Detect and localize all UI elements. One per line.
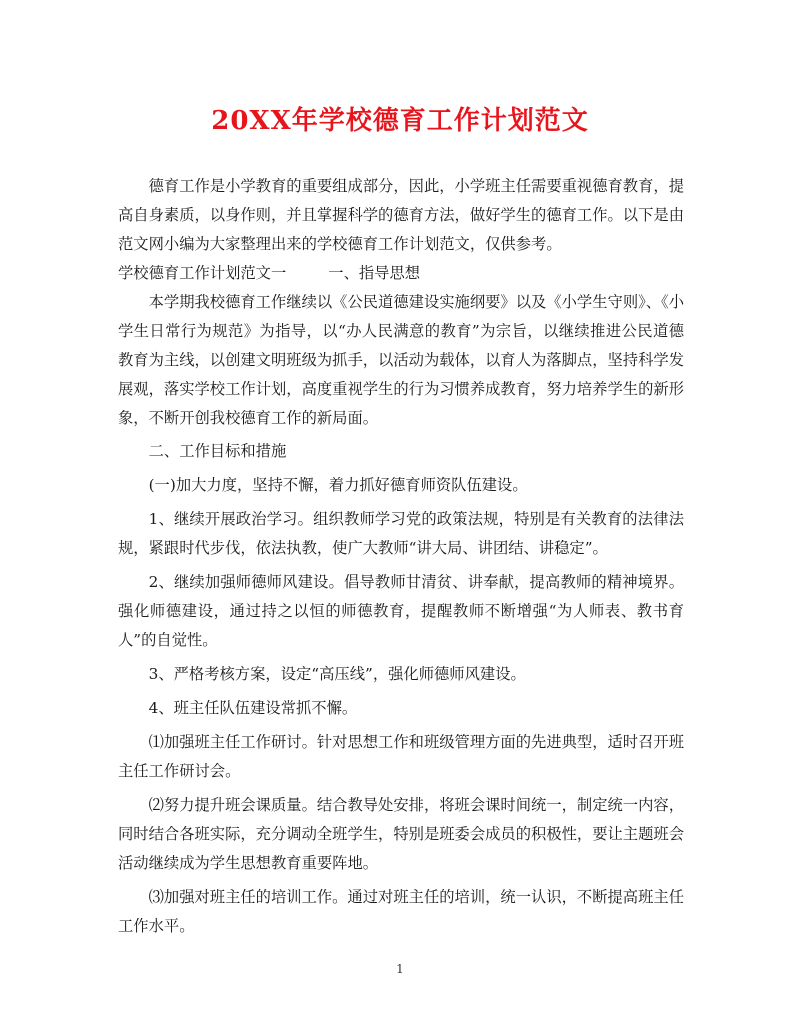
paragraph-sub-3: ⑶加强对班主任的培训工作。通过对班主任的培训，统一认识，不断提高班主任工作水平。 [118, 888, 684, 935]
heading-goals: 二、工作目标和措施 [148, 442, 287, 460]
paragraph-sub-1: ⑴加强班主任工作研讨。针对思想工作和班级管理方面的先进典型，适时召开班主任工作研讨会。 [118, 733, 684, 780]
section-line [118, 259, 684, 288]
guiding-paragraph: 本学期我校德育工作继续以《公民道德建设实施纲要》以及《小学生守则》、《小学生日常行为规范》为指导，以“办人民满意的教育”为宗旨，以继续推进公民道德教育为主线，以创建文明班级为抓手，以活动为载体，以育人为落脚点，坚持科学发展观，落实学校工作计划，高度重视学生的行为习惯养成教育，努力培养学生的新形象，不断开创我校德育工作的新局面。 [118, 293, 684, 427]
paragraph-measure-1: (一)加大力度，坚持不懈，着力抓好德育师资队伍建设。 [148, 476, 528, 494]
page-number: 1 [396, 962, 404, 976]
paragraph-item-4: 4、班主任队伍建设常抓不懈。 [148, 699, 358, 717]
section-label: 学校德育工作计划范文一 [118, 264, 287, 282]
paragraph-item-1: 1、继续开展政治学习。组织教师学习党的政策法规，特别是有关教育的法律法规，紧跟时代步伐，依法执教，使广大教师“讲大局、讲团结、讲稳定”。 [118, 510, 684, 557]
document-title: 20XX年学校德育工作计划范文 [211, 106, 589, 136]
section-heading: 一、指导思想 [328, 264, 421, 282]
paragraph-item-2: 2、继续加强师德师风建设。倡导教师甘清贫、讲奉献，提高教师的精神境界。强化师德建设，通过持之以恒的师德教育，提醒教师不断增强“为人师表、教书育人”的自觉性。 [118, 573, 684, 649]
paragraph-item-3: 3、严格考核方案，设定“高压线”，强化师德师风建设。 [148, 665, 526, 683]
paragraph-sub-2: ⑵努力提升班会课质量。结合教导处安排，将班会课时间统一，制定统一内容，同时结合各班实际，充分调动全班学生，特别是班委会成员的积极性，要让主题班会活动继续成为学生思想教育重要阵地。 [118, 796, 684, 872]
document-body [118, 172, 684, 941]
intro-paragraph: 德育工作是小学教育的重要组成部分，因此，小学班主任需要重视德育教育，提高自身素质，以身作则，并且掌握科学的德育方法，做好学生的德育工作。以下是由范文网小编为大家整理出来的学校德育工作计划范文，仅供参考。 [118, 177, 684, 253]
